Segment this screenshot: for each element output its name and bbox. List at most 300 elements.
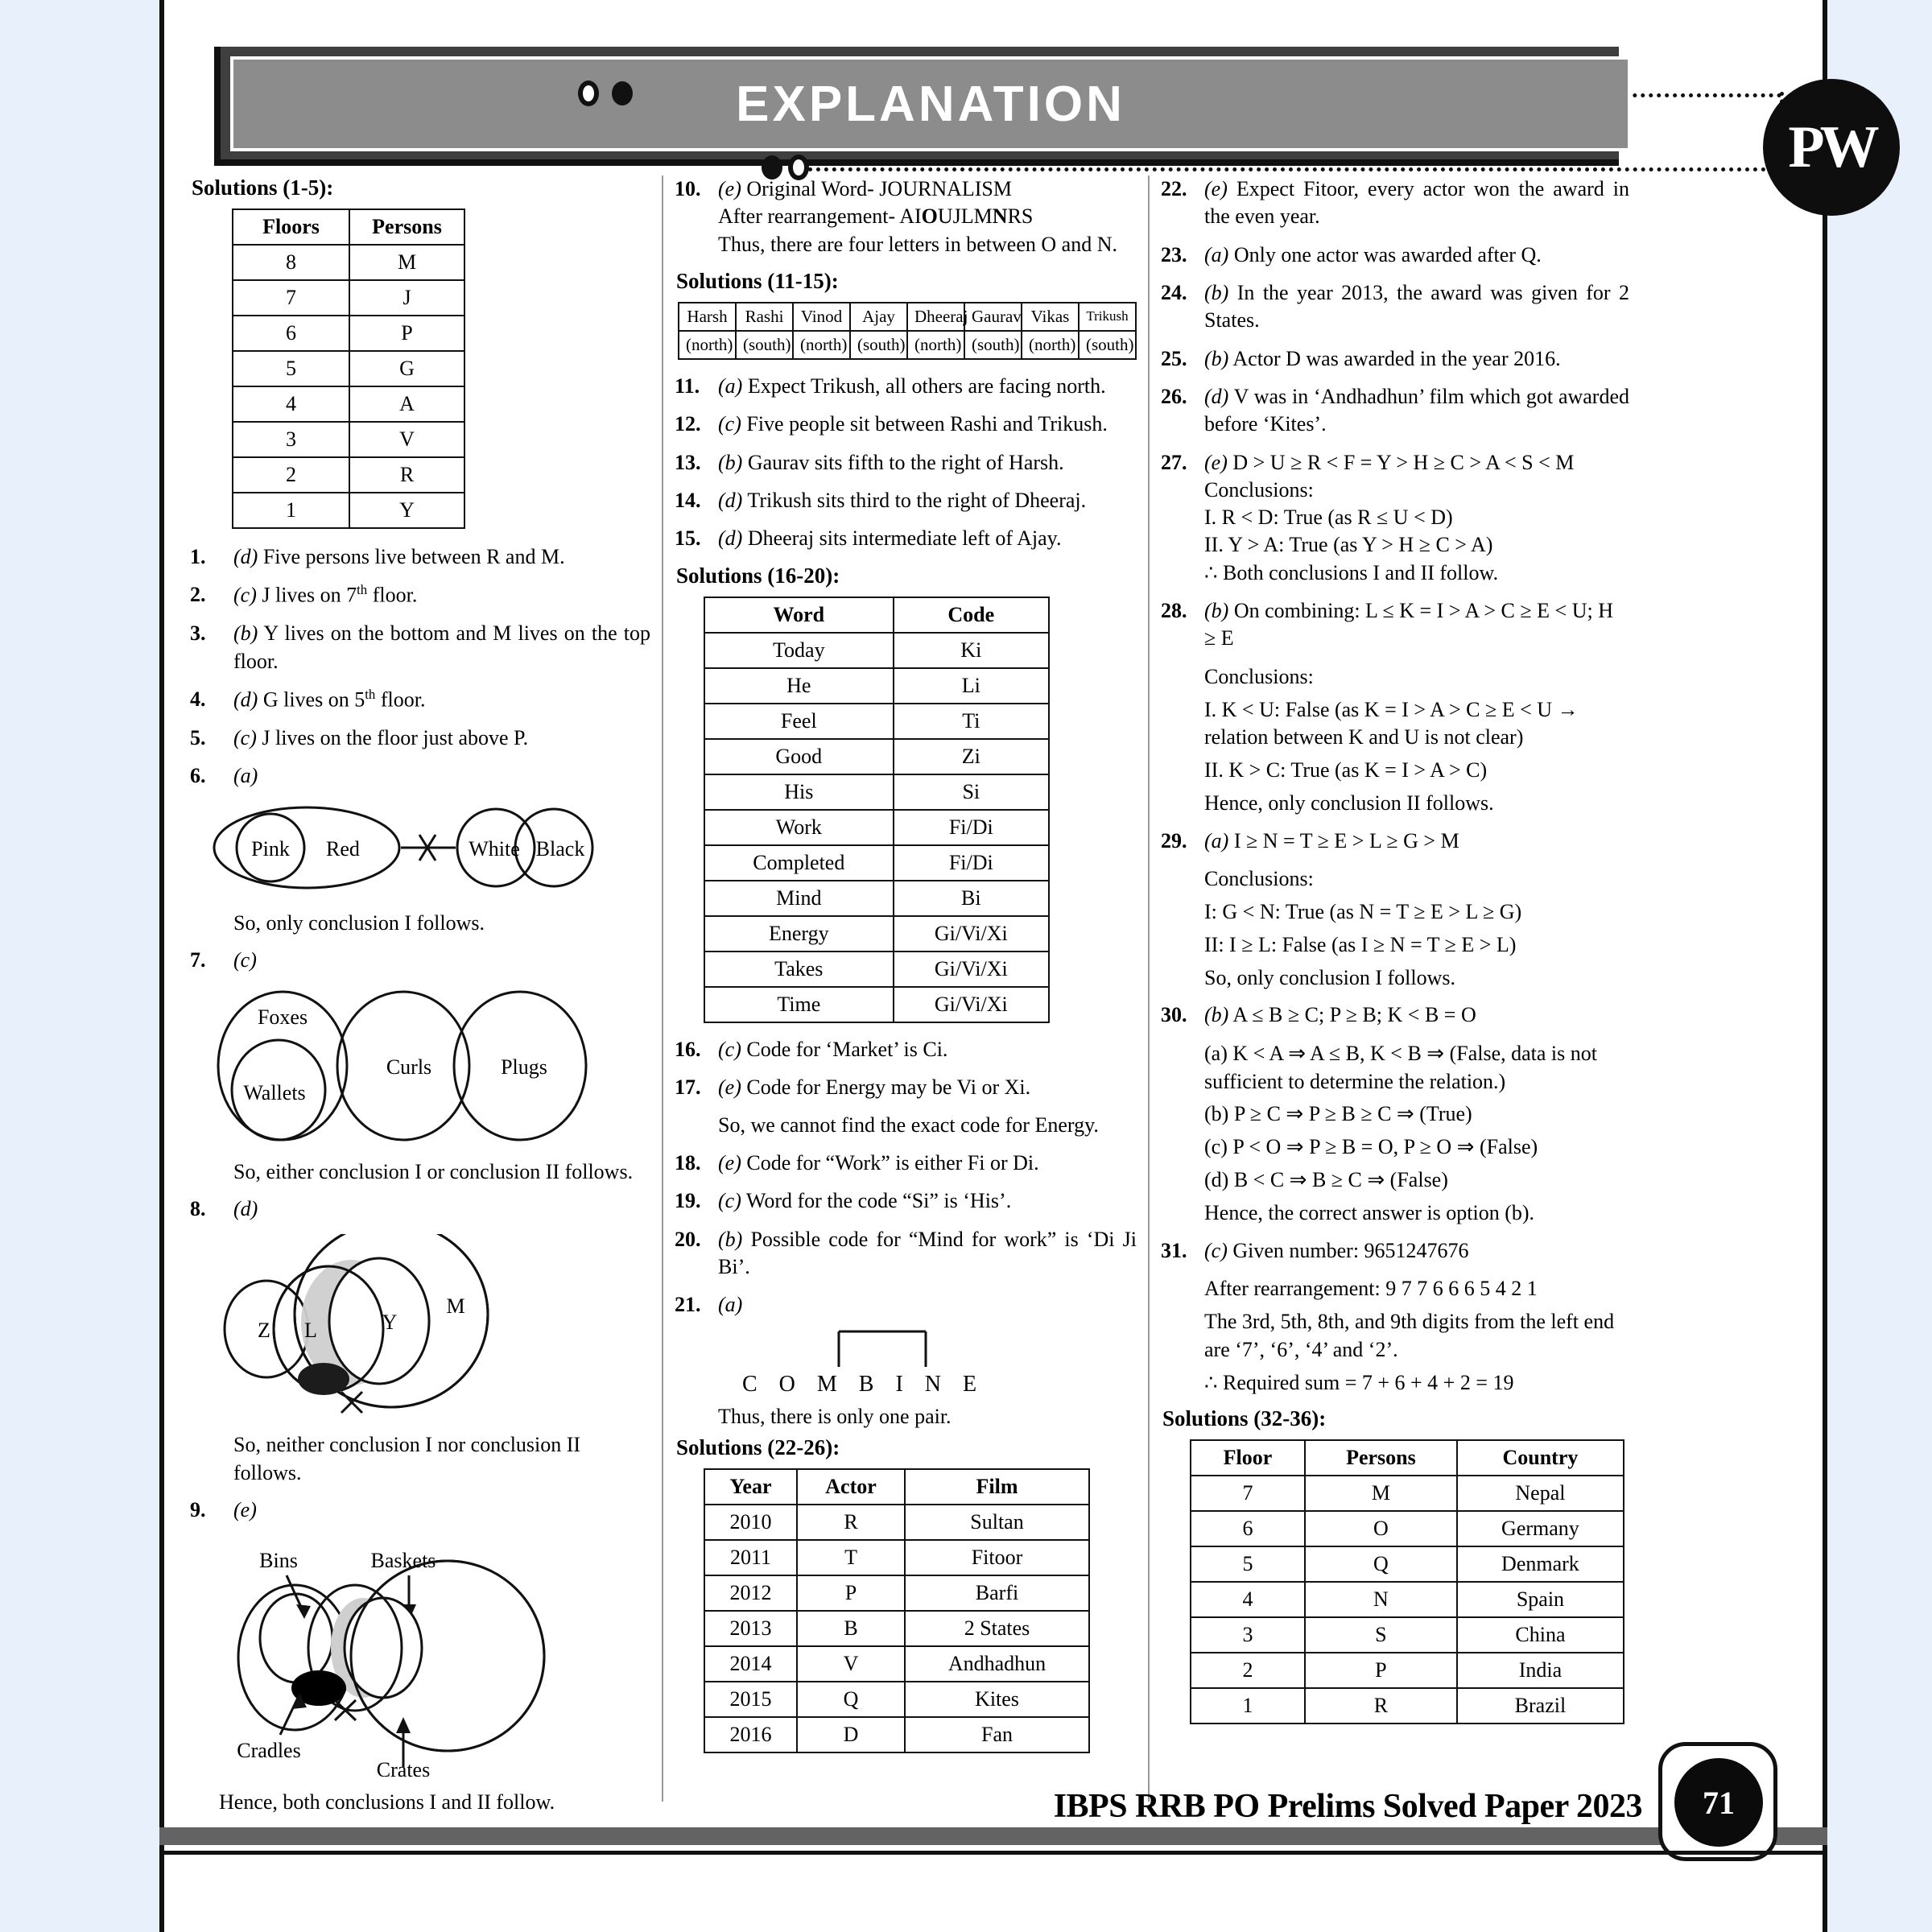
item-line-2-mid: UJLM [937,204,993,229]
q28-conclusion-one: I. K < U: False (as K = I > A > C ≥ E < U → relation between K and U is not clear) [1204,697,1579,749]
table-row [233,457,464,493]
table-row [233,316,464,351]
cell-person: G [349,351,464,386]
col-header-floors: Floors [233,209,349,245]
conclusion-one: I. R < D: True (as R ≤ U < D) [1204,506,1453,530]
venn-label-baskets: Baskets [370,1548,436,1572]
venn-label-red: Red [326,836,360,861]
cell-film: Andhadhun [905,1646,1089,1682]
item-option: (a) [718,1293,743,1317]
solution-item-18 [675,1150,1137,1177]
solution-item-22 [1161,175,1629,231]
table-row [1191,1653,1624,1688]
cell-code: Bi [894,881,1049,916]
item-number: 18. [675,1150,701,1174]
item-text: Only one actor was awarded after Q. [1233,242,1542,266]
cell-code: Fi/Di [894,845,1049,881]
item-option: (e) [1204,450,1228,474]
item-number: 2. [190,583,206,607]
footer-title: IBPS RRB PO Prelims Solved Paper 2023 [1053,1788,1642,1825]
table-row [704,1646,1089,1682]
item-option: (e) [718,1075,741,1099]
q31-line-4: ∴ Required sum = 7 + 6 + 4 + 2 = 19 [1204,1370,1514,1394]
cell-floor: 4 [1191,1582,1305,1617]
cell-film: Barfi [905,1575,1089,1611]
cell-country: China [1457,1617,1624,1653]
cell-person: R [1305,1688,1457,1724]
solution-item-1 [190,543,650,571]
table-row [704,1717,1089,1752]
q29-conclusion-one: I: G < N: True (as N = T ≥ E > L ≥ G) [1204,899,1522,923]
table-row [233,493,464,528]
cell-code: Gi/Vi/Xi [894,952,1049,987]
solution-item-21-note: Thus, there is only one pair. [718,1404,952,1428]
table-row [704,774,1049,810]
cell-person: O [1305,1511,1457,1546]
cell-word: Energy [704,916,894,952]
col-header-floor: Floor [1191,1440,1305,1476]
cell-floor: 5 [1191,1546,1305,1582]
item-option: (b) [1204,599,1229,623]
solution-item-26 [1161,383,1629,439]
item-number: 7. [190,948,206,972]
table-row [704,739,1049,774]
cell-floor: 2 [233,457,349,493]
item-option: (d) [1204,384,1229,408]
cell-direction: (north) [793,331,850,359]
cell-year: 2016 [704,1717,797,1752]
item-text: Actor D was awarded in the year 2016. [1232,346,1561,370]
item-line-2-bold-n: N [992,204,1008,229]
cell-direction: (north) [1022,331,1079,359]
item-line-3: Thus, there are four letters in between O and N. [718,232,1117,256]
page-number-badge: 71 [1674,1758,1763,1847]
item-number: 16. [675,1037,701,1061]
solution-item-27 [1161,449,1629,588]
item-number: 5. [190,725,206,749]
item-number: 28. [1161,599,1187,623]
item-option: (c) [718,1037,741,1061]
solution-item-29 [1161,828,1629,855]
solution-item-15 [675,525,1137,552]
cell-name: Harsh [679,303,736,331]
venn-label-z: Z [258,1318,270,1342]
cell-word: Good [704,739,894,774]
item-number: 12. [675,412,701,436]
solutions-16-20-heading: Solutions (16-20): [676,563,840,588]
cell-code: Ki [894,633,1049,668]
solution-item-25 [1161,345,1629,373]
venn-label-white: White [469,836,520,861]
cell-name: Gaurav [964,303,1022,331]
table-row [704,1505,1089,1540]
cell-direction: (south) [850,331,907,359]
solution-item-28 [1161,597,1629,653]
solution-item-21 [675,1291,1137,1319]
cell-year: 2014 [704,1646,797,1682]
item-option: (d) [718,488,743,512]
item-option: (a) [233,764,258,788]
q31-line-1: Given number: 9651247676 [1232,1238,1469,1262]
item-number: 27. [1161,450,1187,474]
item-number: 31. [1161,1238,1187,1262]
item-number: 17. [675,1075,701,1099]
table-row [704,1540,1089,1575]
cell-person: R [349,457,464,493]
table-row [704,810,1049,845]
item-text: Code for ‘Market’ is Ci. [746,1037,948,1061]
solution-item-10 [675,175,1137,258]
item-number: 1. [190,545,206,568]
cell-name: Trikush [1079,303,1136,331]
solution-item-2 [190,581,650,609]
q30-option-d: (d) B < C ⇒ B ≥ C ⇒ (False) [1204,1168,1448,1192]
solution-item-20 [675,1226,1137,1282]
venn-diagram-7 [190,985,650,1150]
cell-direction: (south) [1079,331,1136,359]
item-number: 4. [190,687,206,711]
item-option: (e) [233,1498,257,1522]
combine-word: C O M B I N E [742,1371,985,1397]
solutions-11-15-heading: Solutions (11-15): [676,268,839,293]
cell-country: Denmark [1457,1546,1624,1582]
cell-direction: (north) [679,331,736,359]
cell-floor: 1 [233,493,349,528]
cell-person: N [1305,1582,1457,1617]
item-text: In the year 2013, the award was given for 2 States. [1204,280,1629,332]
solution-item-8 [190,1195,650,1223]
cell-floor: 6 [233,316,349,351]
solution-item-7 [190,947,650,974]
item-line-2-pre: After rearrangement- AI [718,204,922,229]
conclusion-result: ∴ Both conclusions I and II follow. [1204,560,1499,584]
cell-name: Rashi [736,303,793,331]
solution-item-19 [675,1187,1137,1215]
cell-actor: Q [797,1682,905,1717]
solution-item-4 [190,686,650,714]
conclusions-label: Conclusions: [1204,477,1314,502]
conclusion-note-9: Hence, both conclusions I and II follow. [219,1790,555,1814]
item-number: 8. [190,1197,206,1221]
item-number: 10. [675,177,701,200]
cell-word: Today [704,633,894,668]
solutions-22-26-heading: Solutions (22-26): [676,1435,840,1460]
table-row [704,952,1049,987]
item-text: Possible code for “Mind for work” is ‘Di Ji Bi’. [718,1227,1137,1278]
solution-item-30 [1161,1001,1629,1029]
cell-year: 2013 [704,1611,797,1646]
cell-actor: R [797,1505,905,1540]
col-header-persons: Persons [1305,1440,1457,1476]
table-row [704,1682,1089,1717]
item-number: 29. [1161,828,1187,852]
column-three [1150,175,1641,1802]
solution-item-16 [675,1036,1137,1063]
q31-line-3: The 3rd, 5th, 8th, and 9th digits from the left end are ‘7’, ‘6’, ‘4’ and ‘2’. [1204,1309,1615,1361]
item-option: (a) [1204,242,1229,266]
cell-floor: 6 [1191,1511,1305,1546]
cell-year: 2010 [704,1505,797,1540]
item-text: Gaurav sits fifth to the right of Harsh. [747,450,1064,474]
solution-item-14 [675,487,1137,514]
cell-name: Dheeraj [907,303,964,331]
col-header-persons: Persons [349,209,464,245]
table-row [1191,1546,1624,1582]
cell-actor: B [797,1611,905,1646]
item-number: 26. [1161,384,1187,408]
item-number: 30. [1161,1003,1187,1027]
year-actor-film-table [704,1468,1090,1753]
solution-item-17 [675,1074,1137,1101]
venn-label-wallets: Wallets [243,1080,306,1104]
solution-item-13 [675,449,1137,477]
q30-option-c: (c) P < O ⇒ P ≥ B = O, P ≥ O ⇒ (False) [1204,1135,1538,1159]
item-text: Trikush sits third to the right of Dheeraj. [747,488,1087,512]
col-header-code: Code [894,597,1049,633]
venn-diagram-6 [190,801,650,902]
cell-name: Vikas [1022,303,1079,331]
table-row [704,668,1049,704]
cell-code: Zi [894,739,1049,774]
item-option: (e) [1204,177,1228,200]
solution-item-23 [1161,242,1629,269]
banner-title: EXPLANATION [736,76,1125,132]
q30-result: Hence, the correct answer is option (b). [1204,1200,1535,1224]
solutions-32-36-heading: Solutions (32-36): [1162,1406,1327,1431]
table-row [704,1611,1089,1646]
item-relation: I ≥ N = T ≥ E > L ≥ G > M [1233,828,1459,852]
item-option: (b) [1204,280,1229,304]
table-row-names [679,303,1136,331]
item-option: (b) [718,450,743,474]
cell-actor: D [797,1717,905,1752]
cell-floor: 5 [233,351,349,386]
cell-floor: 8 [233,245,349,280]
item-option: (e) [718,177,741,200]
q28-conclusions-label: Conclusions: [1204,664,1314,688]
cell-floor: 3 [1191,1617,1305,1653]
cell-code: Li [894,668,1049,704]
col-header-year: Year [704,1469,797,1505]
table-row [233,386,464,422]
table-row [704,704,1049,739]
venn-label-curls: Curls [386,1055,432,1079]
table-row [704,881,1049,916]
col-header-film: Film [905,1469,1089,1505]
item-text: Expect Trikush, all others are facing north. [747,374,1106,398]
combine-pair-diagram [675,1325,1137,1403]
venn-diagram-8 [190,1234,650,1423]
cell-floor: 2 [1191,1653,1305,1688]
item-text: V was in ‘Andhadhun’ film which got awarded before ‘Kites’. [1204,384,1629,436]
table-row [1191,1511,1624,1546]
solutions-1-5-heading: Solutions (1-5): [192,175,334,200]
item-number: 13. [675,450,701,474]
item-text: Dheeraj sits intermediate left of Ajay. [747,526,1062,551]
cell-person: P [1305,1653,1457,1688]
item-number: 22. [1161,177,1187,200]
cell-person: S [1305,1617,1457,1653]
cell-direction: (north) [907,331,964,359]
cell-actor: P [797,1575,905,1611]
item-option: (c) [233,948,257,972]
table-row [704,1575,1089,1611]
cell-code: Gi/Vi/Xi [894,916,1049,952]
footer-rule [159,1851,1827,1855]
cell-word: Feel [704,704,894,739]
pw-logo: PW [1763,79,1900,216]
cell-actor: V [797,1646,905,1682]
table-row [704,987,1049,1022]
item-option: (c) [718,412,741,436]
cell-word: His [704,774,894,810]
item-text: Y lives on the bottom and M lives on the top floor. [233,621,650,673]
item-number: 6. [190,764,206,788]
word-code-table [704,597,1050,1023]
column-two [662,175,1150,1802]
cell-floor: 1 [1191,1688,1305,1724]
q29-conclusion-two: II: I ≥ L: False (as I ≥ N = T ≥ E > L) [1204,932,1517,956]
item-line-1: Original Word- JOURNALISM [746,177,1012,200]
venn-label-plugs: Plugs [501,1055,547,1079]
conclusion-note-8: So, neither conclusion I nor conclusion II follows. [233,1432,581,1484]
item-line-2-post: RS [1007,204,1034,229]
cell-floor: 7 [1191,1476,1305,1511]
table-header-row [233,209,464,245]
cell-person: P [349,316,464,351]
conclusion-note-7: So, either conclusion I or conclusion II follows. [233,1159,634,1183]
item-option: (c) [718,1189,741,1213]
cell-code: Ti [894,704,1049,739]
item-sup: th [357,582,368,598]
cell-person: Y [349,493,464,528]
solution-item-9 [190,1496,650,1524]
table-row [233,422,464,457]
venn-diagram-9 [190,1535,650,1781]
item-number: 23. [1161,242,1187,266]
cell-country: Brazil [1457,1688,1624,1724]
item-option: (d) [233,545,258,568]
solution-item-12 [675,411,1137,438]
table-row [704,916,1049,952]
cell-person: Q [1305,1546,1457,1582]
seating-arrangement-table [678,302,1137,360]
item-text: Expect Fitoor, every actor won the award in the even year. [1204,177,1629,229]
table-row [704,633,1049,668]
item-text: J lives on the floor just above P. [262,725,529,749]
cell-person: M [349,245,464,280]
item-relation: A ≤ B ≥ C; P ≥ B; K < B = O [1232,1003,1476,1027]
item-text-pre: G lives on 5 [262,687,365,712]
cell-word: Work [704,810,894,845]
venn-label-l: L [304,1318,317,1342]
item-text-post: floor. [367,583,418,607]
col-header-country: Country [1457,1440,1624,1476]
item-text: Code for Energy may be Vi or Xi. [746,1075,1031,1099]
q30-option-b: (b) P ≥ C ⇒ P ≥ B ≥ C ⇒ (True) [1204,1102,1472,1126]
table-row-directions [679,331,1136,359]
item-text-post: floor. [375,687,426,712]
cell-country: Germany [1457,1511,1624,1546]
item-relation: On combining: L ≤ K = I > A > C ≥ E < U; H ≥ E [1204,599,1613,650]
venn-label-foxes: Foxes [257,1005,308,1029]
cell-floor: 4 [233,386,349,422]
cell-country: Spain [1457,1582,1624,1617]
solution-item-6 [190,762,650,790]
item-number: 15. [675,526,701,551]
item-number: 9. [190,1498,206,1522]
table-header-row [704,1469,1089,1505]
venn-label-crates: Crates [376,1757,431,1777]
cell-word: Mind [704,881,894,916]
item-option: (d) [233,1197,258,1221]
solution-item-3 [190,620,650,675]
venn-label-pink: Pink [251,836,290,861]
floor-persons-country-table [1190,1439,1624,1724]
q28-result: Hence, only conclusion II follows. [1204,791,1494,815]
table-row [1191,1476,1624,1511]
cell-word: Time [704,987,894,1022]
item-option: (c) [233,725,257,749]
item-option: (d) [718,526,743,551]
item-number: 3. [190,621,206,646]
cell-film: Kites [905,1682,1089,1717]
solution-item-5 [190,724,650,752]
item-number: 20. [675,1227,701,1251]
table-row [1191,1688,1624,1724]
item-text: Word for the code “Si” is ‘His’. [745,1189,1012,1213]
cell-person: M [1305,1476,1457,1511]
venn-label-black: Black [535,836,585,861]
item-option: (b) [1204,1003,1229,1027]
col-header-actor: Actor [797,1469,905,1505]
item-option: (a) [1204,828,1229,852]
cell-film: Fan [905,1717,1089,1752]
solution-item-11 [675,373,1137,400]
cell-direction: (south) [964,331,1022,359]
item-number: 11. [675,374,700,398]
solution-item-31 [1161,1237,1629,1265]
cell-person: J [349,280,464,316]
q29-result: So, only conclusion I follows. [1204,965,1455,989]
cell-year: 2012 [704,1575,797,1611]
footer-bar [159,1827,1827,1845]
item-sup: th [365,686,376,702]
venn-label-cradles: Cradles [237,1738,301,1762]
cell-person: V [349,422,464,457]
cell-film: 2 States [905,1611,1089,1646]
item-line-2-bold-o: O [921,204,938,229]
table-row [233,351,464,386]
cell-film: Fitoor [905,1540,1089,1575]
cell-floor: 7 [233,280,349,316]
item-text: Five people sit between Rashi and Trikush. [746,412,1108,436]
venn-label-m: M [446,1294,465,1318]
item-number: 21. [675,1293,701,1317]
item-option: (b) [1204,346,1229,370]
cell-year: 2011 [704,1540,797,1575]
cell-word: Completed [704,845,894,881]
solution-item-17-note: So, we cannot find the exact code for Energy. [718,1113,1099,1137]
item-option: (c) [1204,1238,1228,1262]
item-text: Five persons live between R and M. [262,545,565,568]
cell-code: Si [894,774,1049,810]
table-row [233,280,464,316]
table-row [1191,1582,1624,1617]
cell-word: He [704,668,894,704]
q28-conclusion-two: II. K > C: True (as K = I > A > C) [1204,758,1488,782]
item-number: 24. [1161,280,1187,304]
